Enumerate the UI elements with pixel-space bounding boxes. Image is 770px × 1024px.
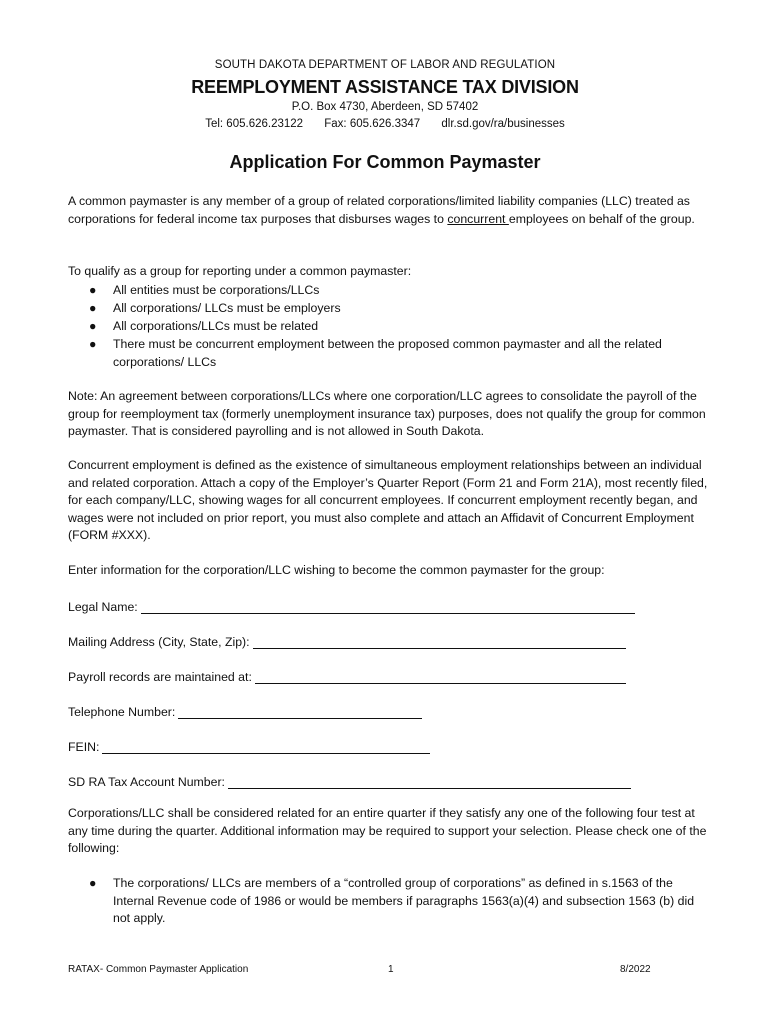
related-options-list	[68, 875, 708, 928]
sd-ra-tax-account-label: SD RA Tax Account Number:	[68, 775, 225, 789]
mailing-address-label: Mailing Address (City, State, Zip):	[68, 635, 250, 649]
fein-field[interactable]	[102, 739, 430, 754]
bullet-icon: ●	[89, 319, 97, 333]
payroll-records-label: Payroll records are maintained at:	[68, 670, 252, 684]
legal-name-row	[68, 596, 635, 614]
note-paragraph: Note: An agreement between corporations/LLCs where one corporation/LLC agrees to consolidate the payroll of the group for reemployment tax (formerly unemployment insurance tax) purposes, does not qualify the group for common paymaster. That is considered payrolling and is not allowed in South Dakota.	[68, 389, 706, 438]
list-item[interactable]: ● The corporations/ LLCs are members of a “controlled group of corporations” as defined in s.1563 of the Internal Revenue code of 1986 or would be members if paragraphs 1563(a)(4) and subsection 1563 (b) did not apply.	[89, 876, 695, 925]
intro-paragraph	[68, 193, 708, 228]
qualify-list	[68, 281, 708, 371]
related-paragraph: Corporations/LLC shall be considered related for an entire quarter if they satisfy any one of the following four test at any time during the quarter. Additional information may be required to support your selection. Please check one of the following:	[68, 806, 707, 855]
telephone-label: Telephone Number:	[68, 705, 176, 719]
fein-row	[68, 736, 430, 754]
phone-number: Tel: 605.626.23122	[205, 118, 304, 130]
concurrent-paragraph: Concurrent employment is defined as the existence of simultaneous employment relationships between an individual and related corporation. Attach a copy of the Employer’s Quarter Report (Form 21 and Form 21A), most recently filed, for each company/LLC, showing wages for all concurrent employees. If concurrent employment recently began, and wages were not included on prior report, you must also complete and attach an Affidavit of Concurrent Employment (FORM #XXX).	[68, 458, 708, 542]
fax-number: Fax: 605.626.3347	[324, 118, 421, 130]
bullet-icon: ●	[89, 301, 97, 315]
intro-underlined-word: concurrent	[447, 211, 509, 226]
telephone-row	[68, 701, 422, 719]
bullet-icon: ●	[89, 876, 97, 890]
intro-text-1: A common paymaster is any member of a group of related corporations/limited liability companies (LLC) treated as corporations for federal income tax purposes that disburses wages to	[68, 194, 690, 226]
qualify-heading: To qualify as a group for reporting under a common paymaster:	[68, 264, 412, 278]
mailing-address-field[interactable]	[253, 634, 626, 649]
contact-line	[0, 118, 770, 130]
list-item: ● All corporations/ LLCs must be employers	[89, 301, 341, 315]
enter-info-instruction: Enter information for the corporation/LLC wishing to become the common paymaster for the group:	[68, 563, 605, 577]
legal-name-label: Legal Name:	[68, 600, 138, 614]
division-title: REEMPLOYMENT ASSISTANCE TAX DIVISION	[191, 77, 579, 97]
list-item: ● All corporations/LLCs must be related	[89, 319, 319, 333]
footer-revision-date: 8/2022	[620, 964, 651, 975]
mailing-address-row	[68, 631, 626, 649]
intro-text-2: employees on behalf of the group.	[508, 211, 695, 226]
footer-page-number: 1	[388, 964, 394, 975]
fein-label: FEIN:	[68, 740, 100, 754]
legal-name-field[interactable]	[141, 599, 635, 614]
telephone-field[interactable]	[178, 704, 422, 719]
mailing-address: P.O. Box 4730, Aberdeen, SD 57402	[291, 101, 479, 113]
payroll-records-field[interactable]	[255, 669, 626, 684]
payroll-records-row	[68, 666, 626, 684]
bullet-icon: ●	[89, 337, 97, 351]
sd-ra-tax-account-row	[68, 771, 631, 789]
website-link[interactable]: dlr.sd.gov/ra/businesses	[441, 118, 565, 130]
sd-ra-tax-account-field[interactable]	[228, 774, 631, 789]
form-title: Application For Common Paymaster	[229, 152, 541, 172]
agency-name: SOUTH DAKOTA DEPARTMENT OF LABOR AND REGULATION	[214, 59, 556, 71]
list-item: ● There must be concurrent employment between the proposed common paymaster and all the related corporations/ LLCs	[89, 337, 662, 369]
footer-form-name: RATAX- Common Paymaster Application	[68, 964, 249, 975]
bullet-icon: ●	[89, 283, 97, 297]
list-item: ● All entities must be corporations/LLCs	[89, 283, 320, 297]
